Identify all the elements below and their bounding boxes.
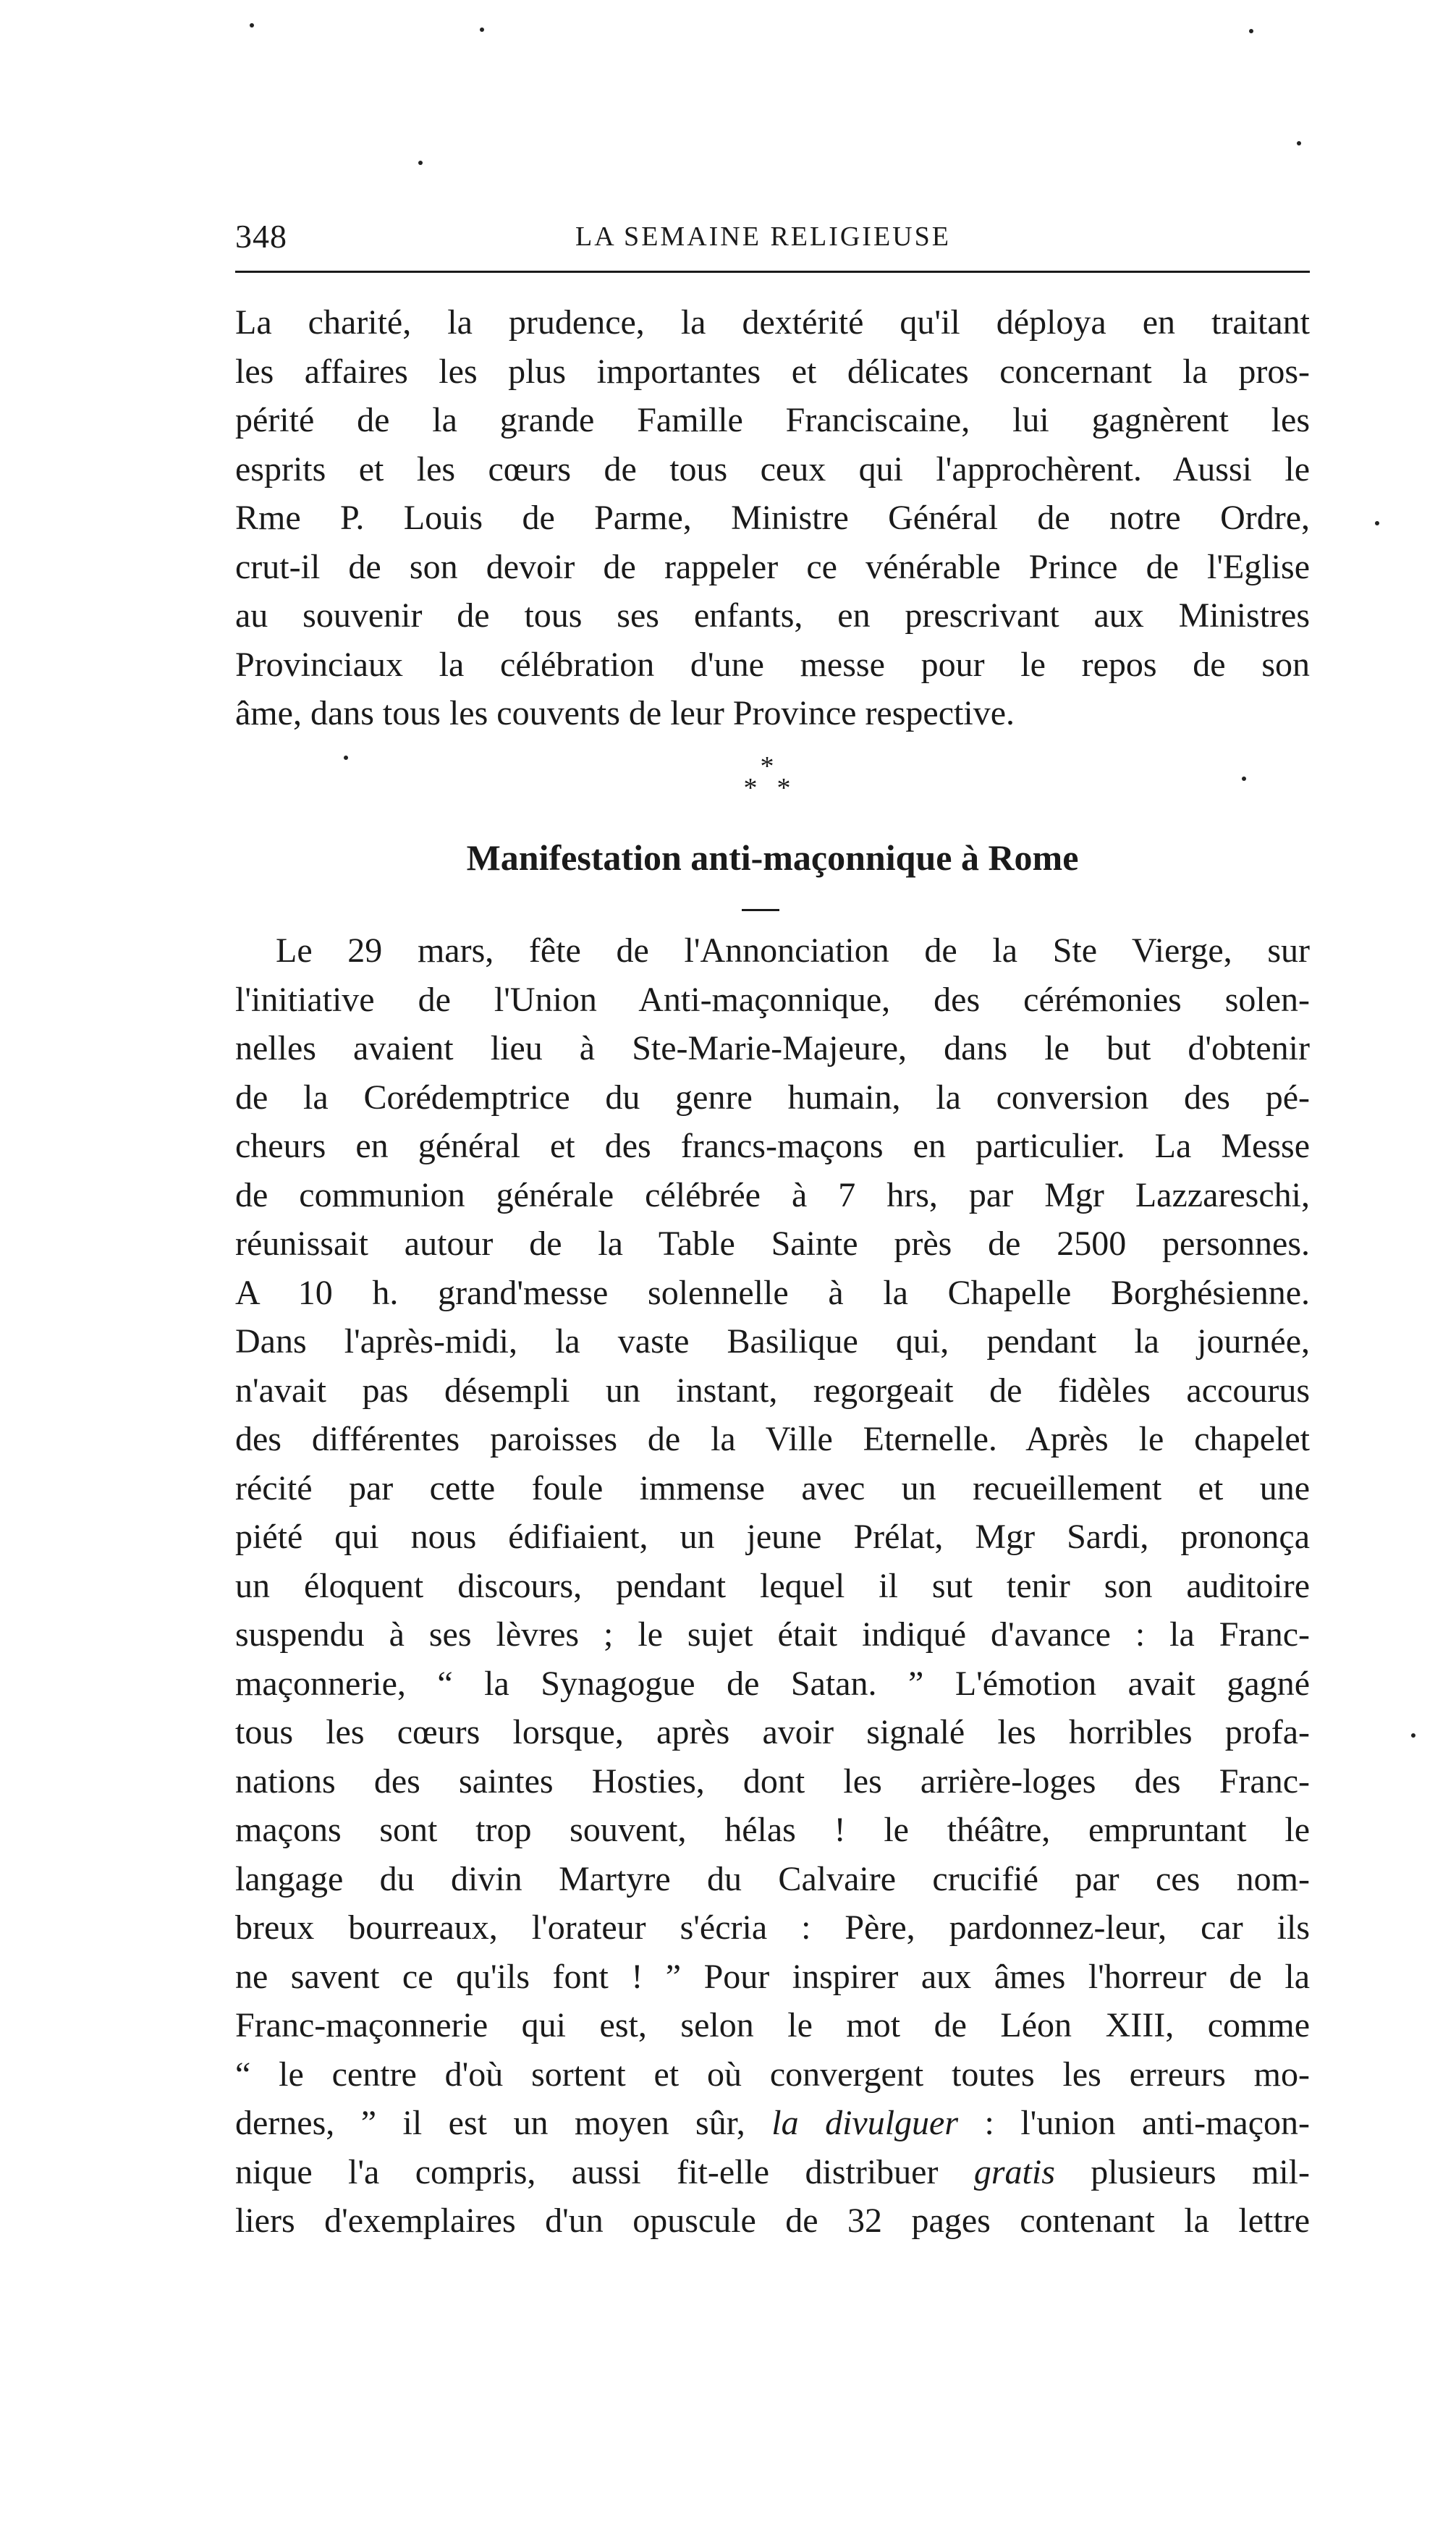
text-line: breux bourreaux, l'orateur s'écria : Père, pardonnez-leur, car ils [235, 1908, 1310, 1947]
heading-rule [742, 909, 779, 911]
text-line: n'avait pas désempli un instant, regorgeait de fidèles accourus [235, 1371, 1310, 1410]
text-line: réunissait autour de la Table Sainte près de 2500 personnes. [235, 1225, 1310, 1263]
text-line: piété qui nous édifiaient, un jeune Prélat, Mgr Sardi, prononça [235, 1518, 1310, 1556]
text-line: nelles avaient lieu à Ste-Marie-Majeure, dans le but d'obtenir [235, 1029, 1310, 1067]
paragraph-2 [235, 926, 1310, 2246]
text-line: “ le centre d'où sortent et où convergent toutes les erreurs mo- [235, 2055, 1310, 2094]
text-line: au souvenir de tous ses enfants, en prescrivant aux Ministres [235, 596, 1310, 635]
text-line: périté de la grande Famille Franciscaine, lui gagnèrent les [235, 401, 1310, 439]
scan-speck [1411, 1733, 1415, 1738]
scan-speck [250, 23, 254, 28]
header-rule [235, 271, 1310, 273]
text-line: maçonnerie, “ la Synagogue de Satan. ” L'émotion avait gagné [235, 1664, 1310, 1703]
scan-speck [1249, 29, 1253, 33]
text-line: de communion générale célébrée à 7 hrs, par Mgr Lazzareschi, [235, 1175, 1310, 1214]
italic-word: gratis [973, 2152, 1055, 2191]
text-line: liers d'exemplaires d'un opuscule de 32 pages contenant la lettre [235, 2202, 1310, 2240]
text-line: Provinciaux la célébration d'une messe pour le repos de son [235, 645, 1310, 684]
scan-speck [1375, 521, 1379, 525]
text-line: âme, dans tous les couvents de leur Province respective. [235, 694, 1015, 732]
text-line: nations des saintes Hosties, dont les arrière-loges des Franc- [235, 1761, 1310, 1801]
text-line: A 10 h. grand'messe solennelle à la Chapelle Borghésienne. [235, 1273, 1310, 1312]
text-line: récité par cette foule immense avec un recueillement et une [235, 1468, 1310, 1507]
scan-speck [418, 161, 423, 165]
page-number: 348 [235, 218, 287, 255]
scan-speck [1242, 777, 1246, 781]
text-line: langage du divin Martyre du Calvaire crucifié par ces nom- [235, 1859, 1310, 1898]
running-title: LA SEMAINE RELIGIEUSE [575, 221, 951, 252]
asterism-star: * [743, 773, 758, 803]
text-line: dernes, ” il est un moyen sûr, la divulguer : l'union anti-maçon- [235, 2104, 1311, 2142]
text-line: un éloquent discours, pendant lequel il sut tenir son auditoire [235, 1566, 1310, 1605]
text-line: maçons sont trop souvent, hélas ! le théâtre, empruntant le [235, 1811, 1310, 1849]
text-line: crut-il de son devoir de rappeler ce vénérable Prince de l'Eglise [235, 547, 1310, 586]
text-line: Franc-maçonnerie qui est, selon le mot de Léon XIII, comme [235, 2006, 1310, 2044]
text-line: nique l'a compris, aussi fit-elle distribuer gratis plusieurs mil- [235, 2152, 1311, 2191]
text-line: les affaires les plus importantes et délicates concernant la pros- [235, 352, 1310, 391]
paragraph-1 [235, 298, 1310, 738]
text-line: cheurs en général et des francs-maçons en particulier. La Messe [235, 1127, 1310, 1165]
section-heading: Manifestation anti-maçonnique à Rome [466, 837, 1079, 878]
asterism [724, 753, 810, 811]
text-line: La charité, la prudence, la dextérité qu'il déploya en traitant [235, 303, 1310, 342]
scan-speck [1297, 141, 1301, 145]
text-line: des différentes paroisses de la Ville Eternelle. Après le chapelet [235, 1420, 1310, 1458]
text-line: Le 29 mars, fête de l'Annonciation de la Ste Vierge, sur [276, 931, 1310, 970]
text-line: de la Corédemptrice du genre humain, la conversion des pé- [235, 1078, 1310, 1117]
page-header [235, 211, 1310, 262]
asterism-star: * [760, 751, 774, 782]
text-line: Dans l'après-midi, la vaste Basilique qui, pendant la journée, [235, 1322, 1310, 1361]
text-line: tous les cœurs lorsque, après avoir signalé les horribles profa- [235, 1713, 1310, 1751]
scan-speck [344, 756, 348, 760]
scan-speck [480, 28, 484, 32]
asterism-star: * [776, 773, 791, 803]
text-line: esprits et les cœurs de tous ceux qui l'approchèrent. Aussi le [235, 449, 1310, 488]
text-line: ne savent ce qu'ils font ! ” Pour inspirer aux âmes l'horreur de la [235, 1957, 1310, 1996]
italic-word: la divulguer [771, 2104, 959, 2142]
text-line: Rme P. Louis de Parme, Ministre Général de notre Ordre, [235, 499, 1310, 537]
text-line: suspendu à ses lèvres ; le sujet était indiqué d'avance : la Franc- [235, 1615, 1310, 1654]
text-line: l'initiative de l'Union Anti-maçonnique, des cérémonies solen- [235, 980, 1310, 1019]
